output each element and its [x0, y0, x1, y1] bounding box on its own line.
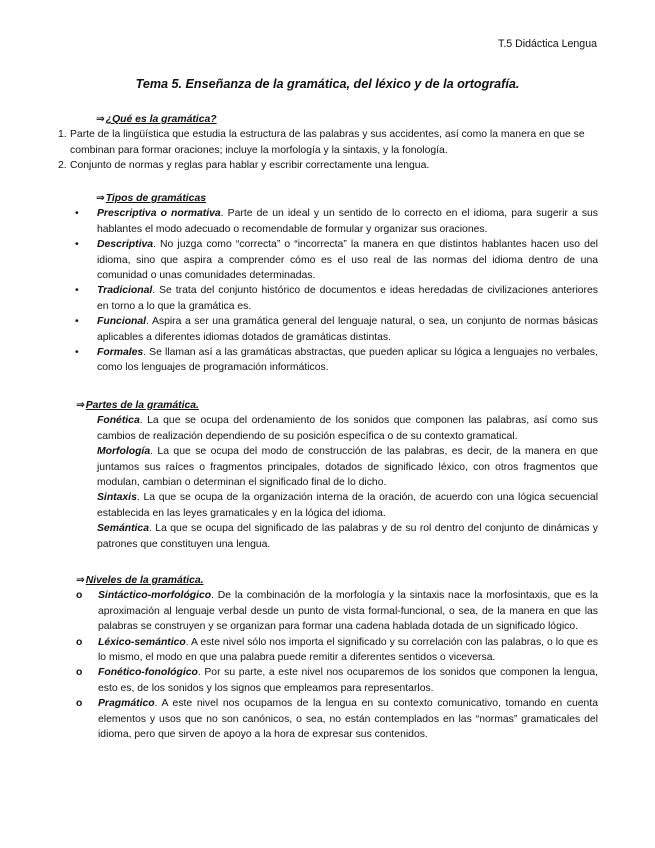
bullet-icon: o	[76, 698, 83, 710]
list-item: o Léxico-semántico. A este nivel sólo nos importa el significado y su correlación con las palabras, o lo que es lo mismo, el modo en que una palabra puede remitir a diferentes sentidos o viceversa.	[76, 635, 598, 666]
list-item: Semántica. La que se ocupa del significado de las palabras y de su rol dentro del conjunto de dinámicas y patrones que constituyen una lengua.	[97, 523, 598, 550]
list-item: • Descriptiva. No juzga como “correcta” o “incorrecta” la manera en que distintos hablantes hacen uso del idioma, sino que aspira a comprender cómo es el uso real de las normas del idioma dentro de una comunidad o unas comunidades determinadas.	[75, 237, 598, 283]
section-partes	[76, 398, 598, 552]
list-item: Fonética. La que se ocupa del ordenamiento de los sonidos que componen las palabras, así como sus cambios de realización dependiendo de su posición específica o de su contexto gramatical.	[97, 415, 598, 442]
section-tipos	[75, 191, 598, 376]
bullet-icon: •	[75, 316, 79, 328]
list-item: • Prescriptiva o normativa. Parte de un ideal y un sentido de lo correcto en el idioma, para sugerir a sus hablantes el modo adecuado o recomendable de formular y organizar sus oraciones.	[75, 206, 598, 237]
section-heading: ⇒Tipos de gramáticas	[75, 191, 598, 206]
arrow-icon: ⇒	[96, 193, 105, 204]
bullet-icon: •	[75, 239, 79, 251]
section-niveles	[76, 573, 598, 742]
section-heading: ⇒¿Qué es la gramática?	[58, 112, 598, 127]
bullet-icon: •	[75, 347, 79, 359]
bullet-icon: o	[76, 590, 83, 602]
list-item: • Formales. Se llaman así a las gramáticas abstractas, que pueden aplicar su lógica a lenguajes no verbales, como los lenguajes de programación informáticos.	[75, 345, 598, 376]
section-que-es	[58, 112, 598, 174]
list-item: Morfología. La que se ocupa del modo de construcción de las palabras, es decir, de la manera en que juntamos sus raíces o fragmentos principales, dotados de significado léxico, con otros fragmentos que modulan, cambian o determinan el significado final de lo dicho.	[97, 446, 598, 489]
section-heading: ⇒Partes de la gramática.	[76, 398, 598, 413]
page-title: Tema 5. Enseñanza de la gramática, del léxico y de la ortografía.	[135, 77, 520, 91]
list-item: o Sintáctico-morfológico. De la combinación de la morfología y la sintaxis nace la morfosintaxis, que es la aproximación al lenguaje verbal desde un punto de vista formal-funcional, o sea, de la manera en que las palabras se construyen y se organizan para formar una cadena hablada dotada de un significado lógico.	[76, 588, 598, 634]
bullet-icon: o	[76, 667, 83, 679]
arrow-icon: ⇒	[76, 575, 85, 586]
bullet-icon: •	[75, 208, 79, 220]
list-item: • Funcional. Aspira a ser una gramática general del lenguaje natural, o sea, un conjunto de normas básicas aplicables a diferentes idiomas dotados de gramáticas distintas.	[75, 314, 598, 345]
list-item: 2. Conjunto de normas y reglas para hablar y escribir correctamente una lengua.	[58, 160, 430, 172]
list-item: o Pragmático. A este nivel nos ocupamos de la lengua en su contexto comunicativo, tomando en cuenta elementos y usos que no son canónicos, o sea, no están contemplados en las “normas” gramaticales del idioma, pero que sirven de apoyo a la hora de expresar sus contenidos.	[76, 696, 598, 742]
arrow-icon: ⇒	[76, 400, 85, 411]
arrow-icon: ⇒	[96, 114, 105, 125]
bullet-icon: •	[75, 285, 79, 297]
page-header: T.5 Didáctica Lengua	[498, 38, 597, 50]
list-item: Sintaxis. La que se ocupa de la organización interna de la oración, de acuerdo con una lógica secuencial establecida en las leyes gramaticales y en la lógica del idioma.	[97, 492, 598, 519]
bullet-icon: o	[76, 636, 83, 648]
list-item: o Fonético-fonológico. Por su parte, a este nivel nos ocuparemos de los sonidos que componen la lengua, esto es, de los sonidos y los signos que empleamos para representarlos.	[76, 665, 598, 696]
section-heading: ⇒Niveles de la gramática.	[76, 573, 598, 588]
list-item: 1. Parte de la lingüística que estudia la estructura de las palabras y sus accidentes, así como la manera en que se combinan para formar oraciones; incluye la morfología y la sintaxis, y la fonología.	[58, 129, 585, 156]
list-item: • Tradicional. Se trata del conjunto histórico de documentos e ideas heredadas de civilizaciones anteriores en torno a lo que la gramática es.	[75, 283, 598, 314]
